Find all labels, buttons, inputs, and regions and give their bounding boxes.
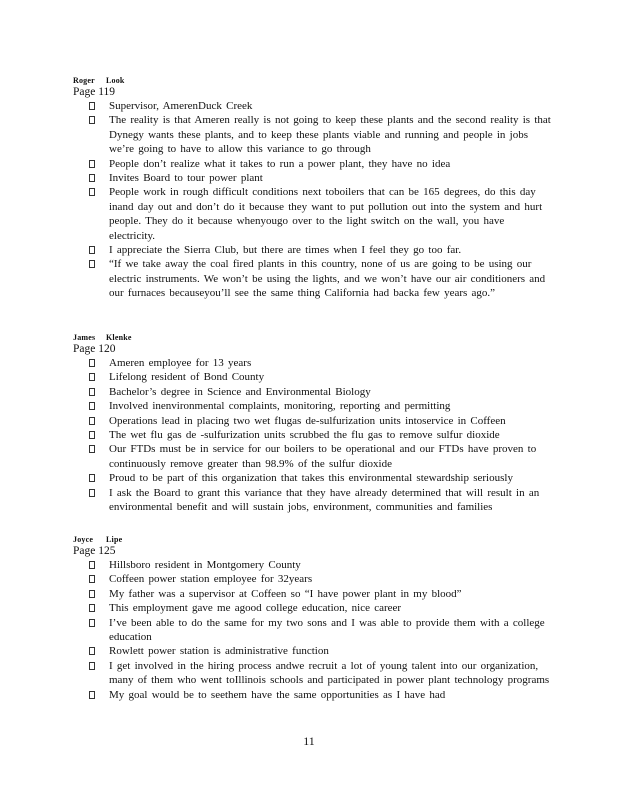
speaker-name — [73, 535, 553, 545]
list-item: Rowlett power station is administrative function — [73, 644, 553, 658]
list-item: My father was a supervisor at Coffeen so “I have power plant in my blood” — [73, 587, 553, 601]
page-reference: Page 119 — [73, 86, 116, 98]
bullet-box-icon — [89, 260, 95, 268]
speaker-last-name: Look — [106, 76, 125, 85]
bullet-box-icon — [89, 373, 95, 381]
bullet-box-icon — [89, 662, 95, 670]
speaker-last-name: Lipe — [106, 535, 123, 544]
list-item: Lifelong resident of Bond County — [73, 370, 553, 384]
bullet-box-icon — [89, 431, 95, 439]
bullet-box-icon — [89, 402, 95, 410]
bullet-box-icon — [89, 575, 95, 583]
list-item: Involved inenvironmental complaints, monitoring, reporting and permitting — [73, 399, 553, 413]
speaker-first-name: Roger — [73, 76, 95, 85]
bullet-list — [73, 558, 553, 702]
list-item: “If we take away the coal fired plants in this country, none of us are going to be using our electric instruments. We won’t be using the lights, and we won’t have our air conditioners and our furnaces becauseyou’ll see the same thing California had backa few years ago.” — [73, 257, 553, 300]
entry-joyce-lipe — [73, 535, 553, 702]
bullet-box-icon — [89, 474, 95, 482]
list-item: I’ve been able to do the same for my two sons and I was able to provide them with a college education — [73, 616, 553, 645]
page-reference: Page 125 — [73, 545, 116, 557]
list-item: I get involved in the hiring process andwe recruit a lot of young talent into our organization, many of them who went toIllinois schools and participated in power plant technology programs — [73, 659, 553, 688]
list-item: Proud to be part of this organization that takes this environmental stewardship seriously — [73, 471, 553, 485]
bullet-box-icon — [89, 417, 95, 425]
list-item: Invites Board to tour power plant — [73, 171, 553, 185]
list-item: Coffeen power station employee for 32years — [73, 572, 553, 586]
page-number: 11 — [303, 734, 315, 748]
bullet-box-icon — [89, 590, 95, 598]
bullet-box-icon — [89, 246, 95, 254]
list-item: The reality is that Ameren really is not going to keep these plants and the second reality is that Dynegy wants these plants, and to keep these plants viable and running and people in jobs we’re going to have to allow this variance to go through — [73, 113, 553, 156]
list-item: Our FTDs must be in service for our boilers to be operational and our FTDs have proven to continuously remove greater than 98.9% of the sulfur dioxide — [73, 442, 553, 471]
bullet-box-icon — [89, 359, 95, 367]
bullet-box-icon — [89, 174, 95, 182]
bullet-box-icon — [89, 561, 95, 569]
speaker-first-name: Joyce — [73, 535, 94, 544]
bullet-list — [73, 356, 553, 514]
list-item: Ameren employee for 13 years — [73, 356, 553, 370]
bullet-box-icon — [89, 604, 95, 612]
page-reference: Page 120 — [73, 343, 116, 355]
entry-james-klenke — [73, 333, 553, 514]
bullet-box-icon — [89, 102, 95, 110]
bullet-box-icon — [89, 116, 95, 124]
bullet-box-icon — [89, 691, 95, 699]
list-item: Hillsboro resident in Montgomery County — [73, 558, 553, 572]
speaker-first-name: James — [73, 333, 96, 342]
bullet-box-icon — [89, 619, 95, 627]
bullet-box-icon — [89, 647, 95, 655]
list-item: I appreciate the Sierra Club, but there are times when I feel they go too far. — [73, 243, 553, 257]
bullet-list — [73, 99, 553, 301]
list-item: Supervisor, AmerenDuck Creek — [73, 99, 553, 113]
list-item: Bachelor’s degree in Science and Environmental Biology — [73, 385, 553, 399]
list-item: This employment gave me agood college education, nice career — [73, 601, 553, 615]
list-item: People don’t realize what it takes to run a power plant, they have no idea — [73, 157, 553, 171]
bullet-box-icon — [89, 489, 95, 497]
list-item: People work in rough difficult conditions next toboilers that can be 165 degrees, do this day inand day out and don’t do it because they want to put pollution out into the system and hurt people. They do it because whenyougo over to the light switch on the wall, you have electricity. — [73, 185, 553, 243]
speaker-name — [73, 76, 553, 86]
list-item: I ask the Board to grant this variance that they have already determined that will result in an environmental benefit and will sustain jobs, environment, communities and families — [73, 486, 553, 515]
bullet-box-icon — [89, 388, 95, 396]
list-item: My goal would be to seethem have the same opportunities as I have had — [73, 688, 553, 702]
entry-roger-look — [73, 76, 553, 301]
speaker-last-name: Klenke — [106, 333, 132, 342]
speaker-name — [73, 333, 553, 343]
bullet-box-icon — [89, 445, 95, 453]
bullet-box-icon — [89, 188, 95, 196]
list-item: The wet flu gas de -sulfurization units scrubbed the flu gas to remove sulfur dioxide — [73, 428, 553, 442]
list-item: Operations lead in placing two wet flugas de-sulfurization units intoservice in Coffeen — [73, 414, 553, 428]
bullet-box-icon — [89, 160, 95, 168]
